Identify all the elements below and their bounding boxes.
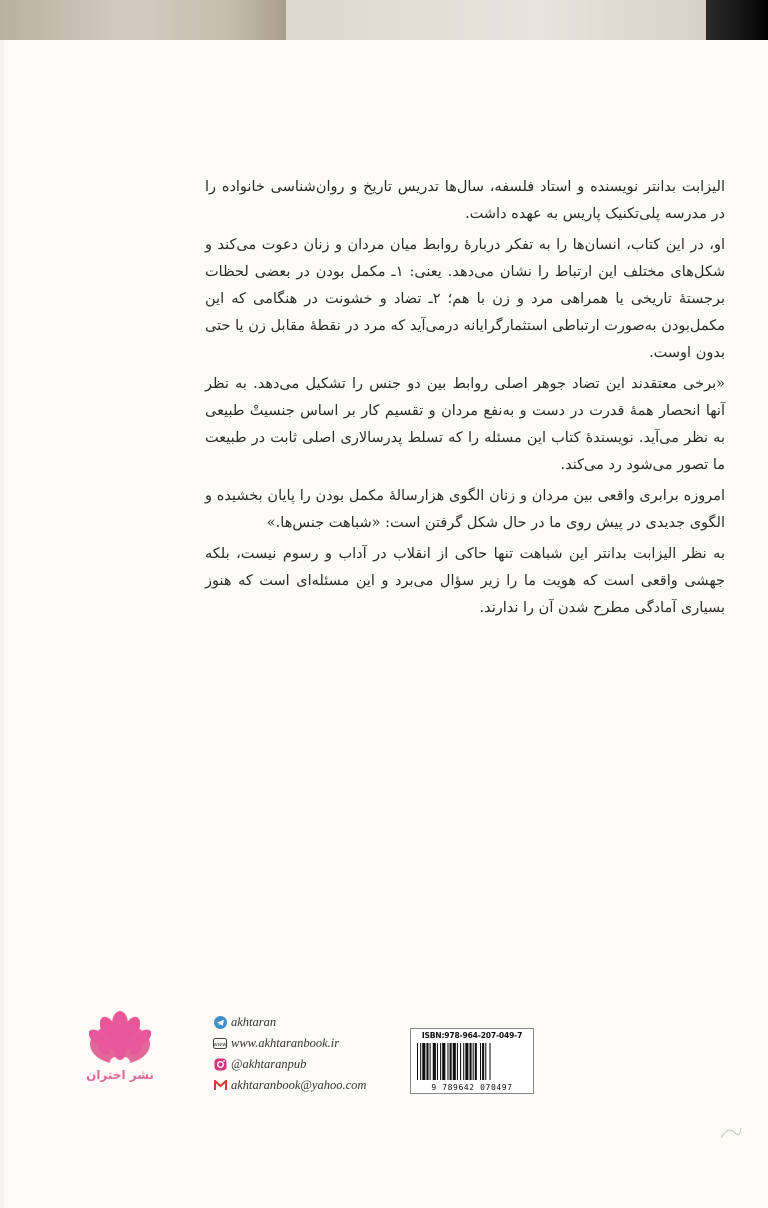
contact-list bbox=[213, 1012, 413, 1096]
barcode-bar bbox=[457, 1043, 458, 1080]
barcode-bar bbox=[465, 1043, 468, 1080]
strip-segment-tan bbox=[0, 0, 286, 40]
barcode-bar bbox=[437, 1043, 438, 1080]
barcode-bar bbox=[422, 1043, 425, 1080]
blurb-text bbox=[205, 174, 725, 626]
barcode-bar bbox=[485, 1043, 486, 1080]
strip-segment-dark bbox=[706, 0, 768, 40]
barcode-digits: 9 789642 070497 bbox=[431, 1083, 513, 1092]
barcode-bar bbox=[442, 1043, 445, 1080]
website-url: www.akhtaranbook.ir bbox=[231, 1036, 340, 1050]
barcode-bar bbox=[440, 1043, 441, 1080]
barcode-bar bbox=[470, 1043, 472, 1080]
barcode-bar bbox=[417, 1043, 418, 1080]
barcode-bar bbox=[420, 1043, 421, 1080]
barcode-bar bbox=[426, 1043, 428, 1080]
contact-telegram[interactable] bbox=[213, 1012, 413, 1033]
blurb-paragraph-1: الیزابت بدانتر نویسنده و استاد فلسفه، سال‌ها تدریس تاریخ و روان‌شناسی خانواده را در مدرسه پلی‌تکنیک پاریس به عهده داشت. bbox=[205, 179, 725, 222]
barcode bbox=[415, 1043, 529, 1080]
telegram-icon bbox=[213, 1016, 227, 1030]
barcode-bar bbox=[489, 1043, 490, 1080]
email-address: akhtaranbook@yahoo.com bbox=[231, 1078, 367, 1092]
strip-segment-light bbox=[286, 0, 706, 40]
barcode-bar bbox=[463, 1043, 464, 1080]
contact-website[interactable] bbox=[213, 1033, 413, 1054]
contact-instagram[interactable] bbox=[213, 1054, 413, 1075]
blurb-paragraph-2: او، در این کتاب، انسان‌ها را به تفکر دربارهٔ روابط میان مردان و زنان دعوت می‌کند و شکل‌های مختلف این ارتباط را نشان می‌دهد. یعنی: ۱ـ مکمل بودن در بعضی لحظات برجستهٔ تاریخی یا همراهی مرد و زن با هم؛ ۲ـ تضاد و خشونت در هنگامی که این مکمل‌بودن به‌صورت ارتباطی استثمارگرایانه درمی‌آید که مرد در نقطهٔ مقابل زن یا حتی بدون اوست. bbox=[205, 237, 726, 361]
publisher-logo bbox=[84, 1010, 156, 1082]
mail-icon bbox=[213, 1079, 227, 1093]
barcode-bar bbox=[473, 1043, 474, 1080]
instagram-handle: @akhtaranpub bbox=[231, 1057, 307, 1071]
barcode-bar bbox=[430, 1043, 431, 1080]
barcode-bar bbox=[450, 1043, 452, 1080]
publisher-name: نشر اختران bbox=[86, 1068, 154, 1082]
blurb-paragraph-5: به نظر الیزابت بدانتر این شباهت تنها حاکی از انقلاب در آداب و رسوم نیست، بلکه جهشی واقعی است که هویت ما را زیر سؤال می‌برد و این مسئله‌ای است که هنوز بسیاری آمادگی مطرح شدن آن را ندارند. bbox=[205, 546, 725, 616]
corner-flourish bbox=[720, 1126, 742, 1140]
barcode-bar bbox=[460, 1043, 461, 1080]
telegram-handle: akhtaran bbox=[231, 1015, 277, 1029]
blurb-paragraph-3: «برخی معتقدند این تضاد جوهر اصلی روابط بین دو جنس را تشکیل می‌دهد. به نظر آنها انحصار همهٔ قدرت در دست و به‌نفع مردان و تقسیم کار بر اساس جنسیتْ طبیعی به نظر می‌آید. نویسندهٔ کتاب این مسئله را که تسلط پدرسالاری اصلی ثابت در طبیعت ما تصور می‌شود رد می‌کند. bbox=[205, 376, 725, 473]
barcode-bar bbox=[475, 1043, 477, 1080]
barcode-bar bbox=[480, 1043, 481, 1080]
web-icon bbox=[213, 1037, 227, 1051]
instagram-icon bbox=[213, 1058, 227, 1072]
top-background-strip bbox=[0, 0, 768, 40]
svg-text:www: www bbox=[213, 1042, 227, 1048]
shell-icon bbox=[89, 1010, 151, 1066]
contact-email[interactable] bbox=[213, 1075, 413, 1096]
blurb-paragraph-4: امروزه برابری واقعی بین مردان و زنان الگوی هزارسالهٔ مکمل بودن را پایان بخشیده و الگوی جدیدی در پیش روی ما در حال شکل گرفتن است: «شباهت جنس‌ها.» bbox=[205, 488, 725, 531]
barcode-bar bbox=[453, 1043, 456, 1080]
barcode-bar bbox=[482, 1043, 484, 1080]
isbn-barcode-block bbox=[410, 1028, 534, 1094]
barcode-bar bbox=[433, 1043, 436, 1080]
isbn-label: ISBN:978-964-207-049-7 bbox=[421, 1031, 523, 1040]
barcode-bar bbox=[447, 1043, 448, 1080]
